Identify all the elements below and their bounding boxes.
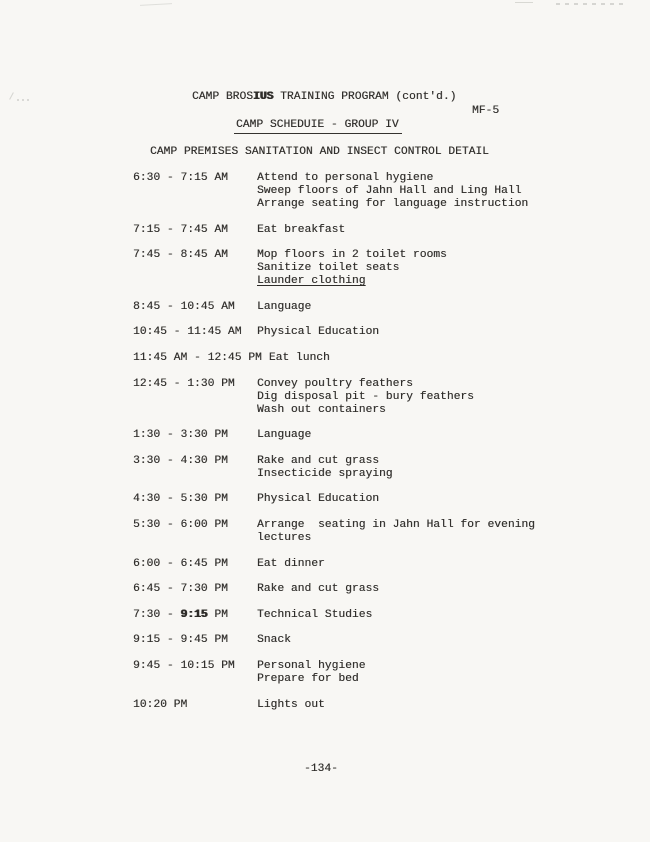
activity-line: Arrange seating for language instruction	[257, 198, 529, 210]
activity-list	[257, 583, 379, 596]
activity-line: Snack	[257, 634, 291, 647]
schedule-row	[133, 224, 535, 237]
activity-line: Attend to personal hygiene	[257, 172, 434, 184]
time-range: 7:15 - 7:45 AM	[133, 223, 228, 236]
schedule-body	[133, 172, 535, 724]
activity-list	[257, 493, 379, 506]
activity-line: Eat lunch	[268, 351, 330, 364]
activity-list	[257, 224, 345, 237]
activity-line: Technical Studies	[257, 608, 373, 621]
activity-line: Physical Education	[257, 326, 380, 339]
time-range	[133, 609, 250, 622]
time-range: 12:45 - 1:30 PM	[133, 377, 235, 390]
scan-artifact	[140, 3, 172, 6]
time-range: 5:30 - 6:00 PM	[133, 518, 228, 531]
schedule-subtitle: CAMP SCHEDUIE - GROUP IV	[234, 119, 402, 134]
activity-line: Prepare for bed	[257, 672, 359, 685]
schedule-row	[133, 519, 535, 545]
activity-line: Mop floors in 2 toilet rooms	[257, 249, 447, 262]
detail-heading: CAMP PREMISES SANITATION AND INSECT CONTROL DETAIL	[150, 146, 489, 158]
schedule-row	[133, 699, 535, 712]
activity-line: Language	[257, 429, 312, 442]
overstruck-text: IUS	[253, 91, 274, 103]
time-range: 10:45 - 11:45 AM	[133, 326, 242, 339]
time-range: 11:45 AM - 12:45 PM	[133, 351, 262, 364]
time-range: 6:00 - 6:45 PM	[133, 557, 228, 570]
time-text: PM	[207, 608, 228, 621]
schedule-row	[133, 172, 535, 211]
schedule-row	[133, 326, 535, 339]
title-text: TRAINING PROGRAM (cont'd.)	[273, 91, 457, 103]
time-range: 3:30 - 4:30 PM	[133, 454, 228, 467]
activity-list	[257, 634, 291, 647]
time-range: 6:45 - 7:30 PM	[133, 583, 228, 596]
activity-list	[257, 429, 311, 442]
schedule-row	[133, 455, 535, 481]
activity-line: Sweep floors of Jahn Hall and Ling Hall	[257, 185, 522, 197]
activity-list	[257, 378, 474, 417]
activity-line: Arrange seating in Jahn Hall for evening	[257, 518, 535, 531]
activity-line: lectures	[257, 531, 312, 544]
activity-line: Rake and cut grass	[257, 583, 380, 596]
schedule-row	[133, 609, 535, 622]
activity-line: Wash out containers	[257, 403, 386, 416]
activity-list	[257, 172, 528, 211]
activity-line: Rake and cut grass	[257, 454, 380, 467]
activity-list	[257, 660, 365, 686]
time-range: 1:30 - 3:30 PM	[133, 429, 228, 442]
time-range: 7:45 - 8:45 AM	[133, 249, 228, 262]
activity-line: Convey poultry feathers	[257, 377, 413, 390]
activity-list	[257, 249, 447, 288]
activity-line: Physical Education	[257, 493, 380, 506]
schedule-row	[133, 378, 535, 417]
activity-list	[257, 326, 379, 339]
activity-list	[257, 558, 325, 571]
scan-artifact	[17, 99, 31, 101]
activity-line: Lights out	[257, 698, 325, 711]
schedule-row	[133, 352, 535, 365]
schedule-row	[133, 634, 535, 647]
time-text: 7:30 -	[133, 608, 181, 621]
activity-line: Sanitize toilet seats	[257, 262, 400, 275]
time-range: 9:15 - 9:45 PM	[133, 634, 228, 647]
scan-artifact	[556, 3, 626, 5]
schedule-row	[133, 558, 535, 571]
activity-line: Eat breakfast	[257, 223, 346, 236]
activity-list	[257, 699, 325, 712]
form-code: MF-5	[472, 105, 500, 117]
time-range: 6:30 - 7:15 AM	[133, 172, 228, 184]
activity-line: Language	[257, 300, 312, 313]
overstruck-time: 9:15	[180, 608, 208, 621]
schedule-row	[133, 429, 535, 442]
schedule-row	[133, 249, 535, 288]
activity-line: Eat dinner	[257, 557, 325, 570]
schedule-row	[133, 493, 535, 506]
title-text: CAMP BROS	[192, 91, 254, 103]
time-range: 4:30 - 5:30 PM	[133, 493, 228, 506]
page-number: -134-	[304, 763, 338, 775]
activity-list	[269, 352, 330, 365]
schedule-row	[133, 583, 535, 596]
schedule-row	[133, 660, 535, 686]
time-range: 9:45 - 10:15 PM	[133, 659, 235, 672]
activity-list	[257, 301, 311, 314]
time-range: 10:20 PM	[133, 698, 188, 711]
activity-list	[257, 609, 372, 622]
activity-line: Insecticide spraying	[257, 467, 393, 480]
scan-artifact	[515, 2, 533, 3]
activity-list	[257, 519, 535, 545]
schedule-row	[133, 301, 535, 314]
activity-line: Dig disposal pit - bury feathers	[257, 390, 474, 403]
time-range: 8:45 - 10:45 AM	[133, 300, 235, 313]
activity-line: Launder clothing	[257, 275, 366, 288]
activity-list	[257, 455, 393, 481]
document-title	[192, 91, 456, 104]
activity-line: Personal hygiene	[257, 659, 366, 672]
scan-artifact	[9, 92, 14, 100]
